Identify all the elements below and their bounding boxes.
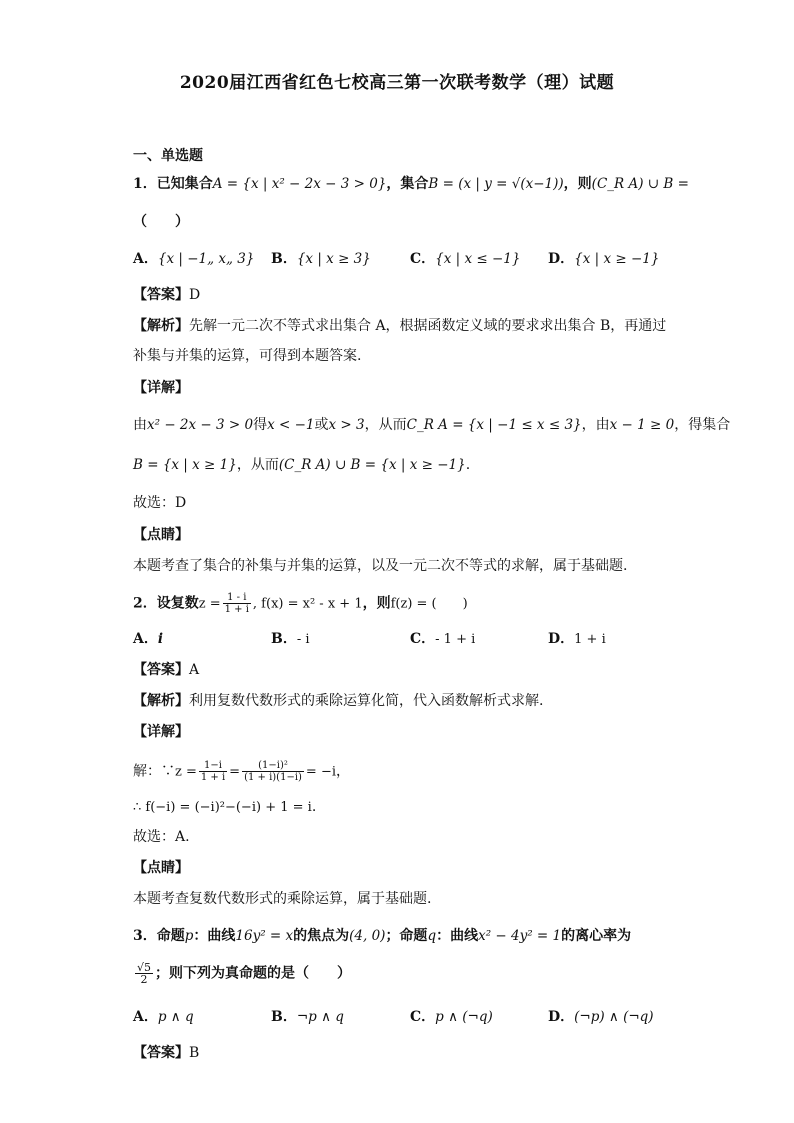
option-text: i <box>157 631 164 647</box>
fraction-denominator: 1 + i <box>200 772 226 783</box>
q2-z: z = <box>198 596 221 612</box>
option-label: A． <box>133 1009 158 1025</box>
q1-option-a <box>133 250 254 268</box>
option-label: C． <box>410 631 436 647</box>
analysis-tag: 【解析】 <box>133 318 189 334</box>
page-title: 2020届江西省红色七校高三第一次联考数学（理）试题 <box>179 73 615 93</box>
q3-option-d <box>548 1008 654 1026</box>
solution-math: = <box>229 764 241 780</box>
option-text: {x | x ≥ −1} <box>574 251 660 267</box>
q1-detail-line2 <box>133 456 470 474</box>
answer-tag: 【答案】 <box>133 287 189 303</box>
analysis-text: 利用复数代数形式的乘除运算化简，代入函数解析式求解. <box>189 693 544 709</box>
q3-option-c <box>410 1008 493 1026</box>
q3-stem-text: ；则下列为真命题的是（ ） <box>155 965 352 982</box>
detail-text: 由 <box>133 417 147 433</box>
section-heading: 一、单选题 <box>133 148 203 164</box>
solution-text: . <box>311 799 317 815</box>
q3-math: p <box>184 928 194 944</box>
option-text: - i <box>296 632 310 647</box>
option-text: {x | −1„ x„ 3} <box>157 251 255 267</box>
q2-fraction <box>223 592 251 615</box>
detail-text: 或 <box>314 417 329 433</box>
q2-stem-text: ，则 <box>362 595 391 612</box>
answer-value: B <box>189 1045 200 1061</box>
detail-math: (C_R A) ∪ B = {x | x ≥ −1} <box>278 457 466 473</box>
q3-stem-text: 的焦点为 <box>293 928 350 944</box>
question-3-stem <box>133 927 631 945</box>
q1-option-c <box>410 250 521 268</box>
detail-math: x² − 2x − 3 > 0 <box>147 417 254 433</box>
fraction-numerator: 1−i <box>199 760 227 772</box>
detail-text: ，从而 <box>364 417 407 433</box>
option-label: A． <box>133 251 158 267</box>
analysis-tag: 【解析】 <box>133 693 189 709</box>
solution-text: ， <box>336 763 350 780</box>
fraction-numerator: √5 <box>137 961 152 974</box>
q2-note: 本题考查复数代数形式的乘除运算，属于基础题. <box>133 891 432 907</box>
q3-stem-text: ：曲线 <box>436 928 479 944</box>
option-text: p ∧ (¬q) <box>435 1009 493 1025</box>
detail-math: x − 1 ≥ 0 <box>609 417 675 433</box>
q2-solution-line1 <box>133 760 350 783</box>
q3-answer <box>133 1044 199 1062</box>
detail-text: ，从而 <box>236 457 279 473</box>
solution-math: ∴ f(−i) = (−i)²−(−i) + 1 = i <box>133 800 312 815</box>
q1-option-d <box>548 250 659 268</box>
option-label: D． <box>548 631 575 647</box>
q2-detail-tag: 【详解】 <box>133 724 189 740</box>
question-1-stem <box>133 175 689 193</box>
answer-tag: 【答案】 <box>133 662 189 678</box>
q3-math: 16y² = x <box>235 928 294 944</box>
q3-math: q <box>427 928 437 944</box>
q1-detail-line1 <box>133 416 730 434</box>
q1-option-b <box>271 250 371 268</box>
option-label: B． <box>271 251 297 267</box>
analysis-text: 先解一元二次不等式求出集合 A，根据函数定义域的要求求出集合 B，再通过 <box>189 318 667 334</box>
q1-stem-text: ，集合 <box>386 176 429 192</box>
q1-detail-tag: 【详解】 <box>133 380 189 396</box>
solution-fraction <box>242 760 304 783</box>
fraction-denominator: 2 <box>140 973 148 986</box>
option-text: ¬p ∧ q <box>296 1009 344 1025</box>
q1-stem-text: 1．已知集合 <box>133 176 213 192</box>
q3-stem-text: ；命题 <box>385 928 428 944</box>
q1-note: 本题考查了集合的补集与并集的运算，以及一元二次不等式的求解，属于基础题. <box>133 558 628 574</box>
detail-math: x < −1 <box>267 417 315 433</box>
solution-text: 解：∵ <box>133 763 175 780</box>
option-label: C． <box>410 1009 436 1025</box>
q1-analysis-line1 <box>133 317 666 335</box>
detail-text: ，得集合 <box>674 417 731 433</box>
fraction-denominator: (1 + i)(1−i) <box>244 772 302 783</box>
detail-math: C_R A = {x | −1 ≤ x ≤ 3} <box>406 417 582 433</box>
q3-math: x² − 4y² = 1 <box>478 928 562 944</box>
q3-stem-text: 3．命题 <box>133 928 185 944</box>
option-label: B． <box>271 631 297 647</box>
q3-option-b <box>271 1008 344 1026</box>
question-2-stem <box>133 592 468 615</box>
option-text: - 1 + i <box>435 632 476 647</box>
q3-math: (4, 0) <box>349 928 386 944</box>
solution-fraction <box>199 760 227 783</box>
q2-note-tag: 【点睛】 <box>133 860 189 876</box>
option-label: D． <box>548 1009 575 1025</box>
q1-choose: 故选：D <box>133 495 187 511</box>
option-label: D． <box>548 251 575 267</box>
q2-analysis <box>133 692 543 710</box>
solution-math: z = <box>175 764 197 780</box>
q1-expression: (C_R A) ∪ B = <box>591 176 689 192</box>
option-text: {x | x ≥ 3} <box>296 251 371 267</box>
q3-eccentricity-fraction <box>135 962 153 985</box>
q3-option-a <box>133 1008 194 1026</box>
fraction-numerator: (1−i)² <box>242 760 304 772</box>
q2-fz: f(z) = ( ) <box>390 596 468 612</box>
detail-text: ，由 <box>581 417 610 433</box>
q2-option-a <box>133 630 163 648</box>
q1-stem-text: ，则 <box>563 176 592 192</box>
detail-text: 得 <box>253 417 268 433</box>
q2-option-b <box>271 630 310 649</box>
option-text: {x | x ≤ −1} <box>435 251 521 267</box>
detail-math: x > 3 <box>328 417 365 433</box>
q2-function: , f(x) = x² - x + 1 <box>252 596 363 612</box>
detail-text: . <box>465 457 471 473</box>
q1-answer <box>133 286 200 304</box>
option-label: C． <box>410 251 436 267</box>
q1-note-tag: 【点睛】 <box>133 527 189 543</box>
option-label: A． <box>133 631 158 647</box>
q2-stem-text: 2．设复数 <box>133 595 199 612</box>
answer-value: D <box>189 287 201 303</box>
option-text: 1 + i <box>574 632 606 647</box>
q2-solution-line2 <box>133 798 316 817</box>
option-text: (¬p) ∧ (¬q) <box>574 1009 654 1025</box>
q3-stem-line2 <box>133 962 351 985</box>
q1-analysis-line2: 补集与并集的运算，可得到本题答案. <box>133 348 362 364</box>
q3-stem-text: 的离心率为 <box>561 928 632 944</box>
fraction-numerator: 1 - i <box>223 592 251 604</box>
fraction-denominator: 1 + i <box>224 604 249 615</box>
option-label: B． <box>271 1009 297 1025</box>
q1-set-b: B = (x | y = √(x−1)) <box>428 176 564 192</box>
solution-math: = −i <box>305 764 336 780</box>
answer-value: A <box>189 662 200 678</box>
q2-option-d <box>548 630 606 649</box>
q3-stem-text: ：曲线 <box>193 928 236 944</box>
q1-set-a: A = {x | x² − 2x − 3 > 0} <box>212 176 387 192</box>
q2-answer <box>133 661 199 679</box>
q1-paren: （ ） <box>133 214 189 230</box>
q2-choose: 故选：A. <box>133 829 190 845</box>
detail-math: B = {x | x ≥ 1} <box>133 457 237 473</box>
option-text: p ∧ q <box>157 1009 194 1025</box>
answer-tag: 【答案】 <box>133 1045 189 1061</box>
q2-option-c <box>410 630 475 649</box>
